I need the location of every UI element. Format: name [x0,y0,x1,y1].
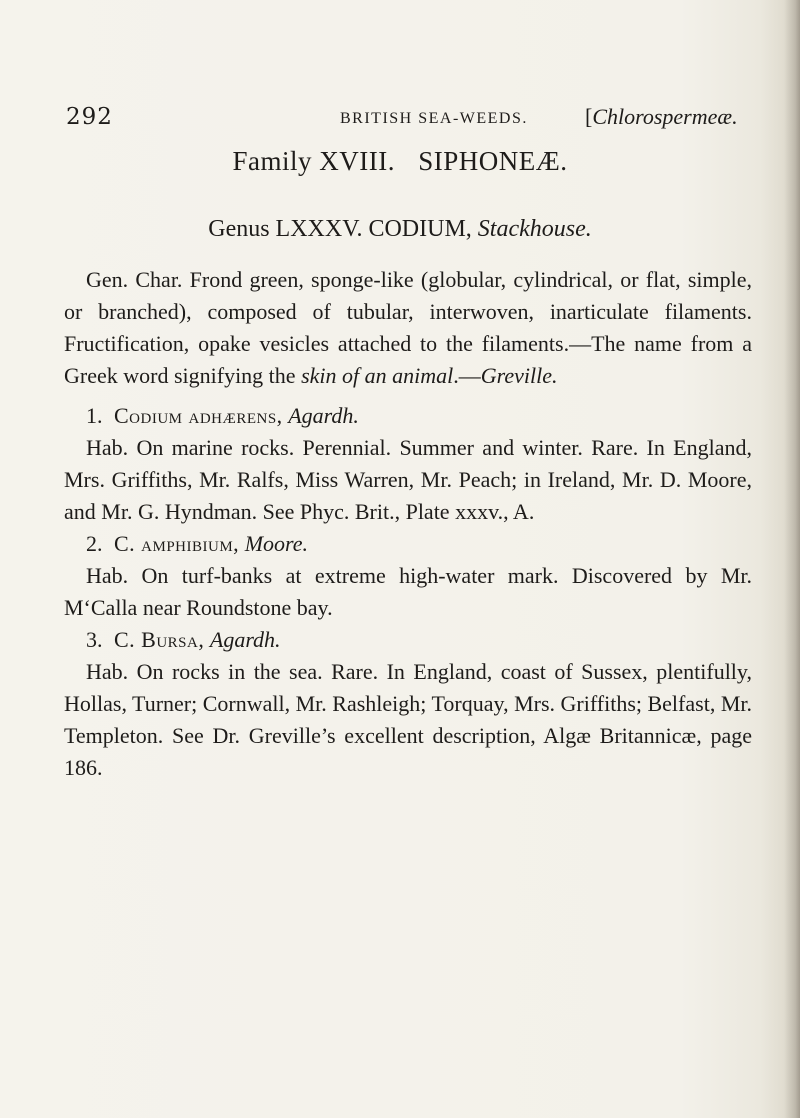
gen-char-text: Gen. Char. Frond green, sponge-like (globular, cylindrical, or flat, simple, or branched), composed of tubular, interwoven, inarticulate filaments. Fructification, opake vesicles attached to the filaments.—The name from a Greek word signifying the [64,267,752,388]
species-number: 2. [86,531,103,556]
page-number: 292 [66,104,113,130]
species-number: 3. [86,627,103,652]
genus-label: Genus LXXXV. CODIUM, [208,216,472,242]
running-title: BRITISH SEA-WEEDS. [340,110,528,127]
spacer [64,392,752,400]
gen-char-credit: Greville. [480,363,558,388]
species-name: Codium adhærens, [114,403,283,428]
species-authority: Moore. [244,531,309,556]
body-text [64,264,752,784]
family-heading [0,146,800,177]
gen-char-italic: skin of an animal [301,363,454,388]
species-heading [64,400,752,432]
section-bracket: [ [585,104,593,129]
species-name: C. Bursa, [114,627,205,652]
family-label: Family XVIII. [232,146,395,176]
family-name: SIPHONEÆ. [418,146,568,176]
genus-authority: Stackhouse. [477,216,592,242]
species-authority: Agardh. [209,627,281,652]
genus-heading [0,216,800,243]
species-heading [64,528,752,560]
generic-character [64,264,752,392]
running-section [585,104,738,130]
section-name: Chlorospermeæ. [592,104,738,129]
species-heading [64,624,752,656]
species-authority: Agardh. [288,403,359,428]
species-number: 1. [86,403,103,428]
species-habitat: Hab. On marine rocks. Perennial. Summer and winter. Rare. In England, Mrs. Griffiths, Mr. Ralfs, Miss Warren, Mr. Peach; in Ireland, Mr. D. Moore, and Mr. G. Hyndman. See Phyc. Brit., Plate xxxv., A. [64,435,752,524]
running-head [0,104,800,134]
species-habitat: Hab. On turf-banks at extreme high-water mark. Discovered by Mr. M‘Calla near Roundstone bay. [64,563,752,620]
species-name: C. amphibium, [114,531,240,556]
species-habitat: Hab. On rocks in the sea. Rare. In England, coast of Sussex, plentifully, Hollas, Turner; Cornwall, Mr. Rashleigh; Torquay, Mrs. Griffiths; Belfast, Mr. Templeton. See Dr. Greville’s excellent description, Algæ Britannicæ, page 186. [64,659,752,780]
gen-char-tail: .— [453,363,481,388]
